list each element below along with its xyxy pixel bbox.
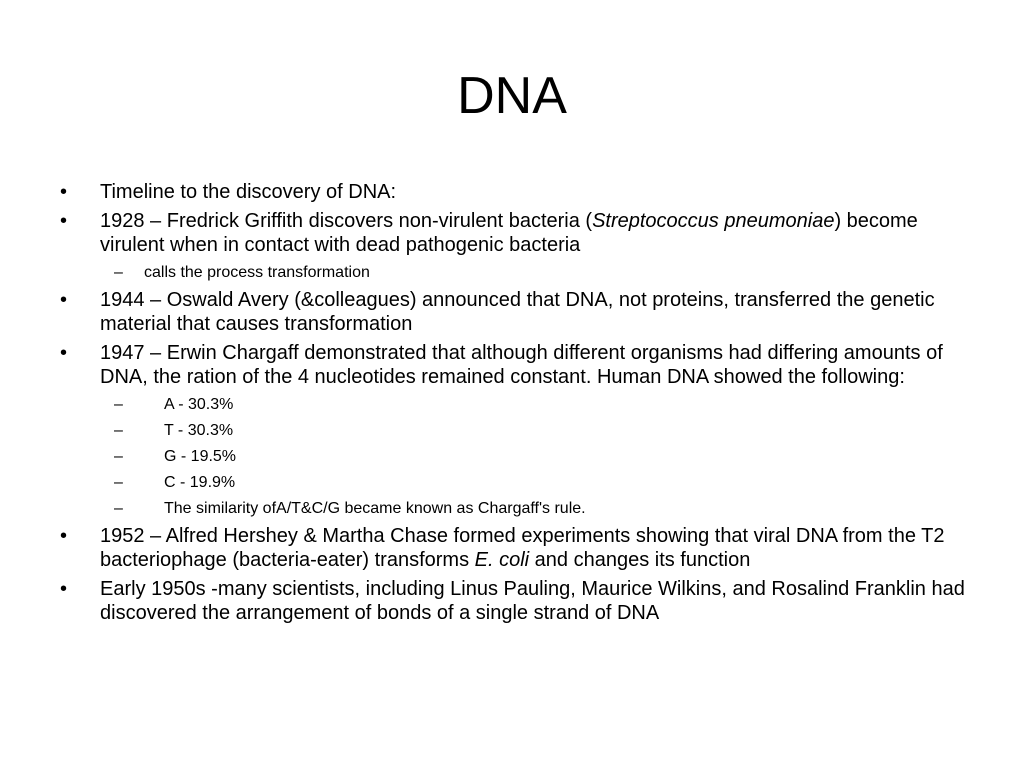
bullet-text-part: 1928 – Fredrick Griffith discovers non-virulent bacteria ( (100, 210, 593, 232)
sub-item-text: A - 30.3% (164, 396, 234, 413)
bullet-text: 1947 – Erwin Chargaff demonstrated that although different organisms had differing amounts of DNA, the ration of the 4 nucleotides remained constant. Human DNA showed the following: (100, 342, 943, 388)
sub-item-text: G - 19.5% (164, 448, 237, 465)
dash-icon: – (114, 396, 123, 413)
dash-icon: – (114, 264, 123, 281)
sub-item (60, 498, 970, 519)
bullet-icon: • (60, 210, 68, 232)
sub-item (60, 394, 970, 415)
sub-item-text: C - 19.9% (164, 474, 236, 491)
dash-icon: – (114, 448, 123, 465)
dash-icon: – (114, 474, 123, 491)
bullet-text: 1944 – Oswald Avery (&colleagues) announced that DNA, not proteins, transferred the genetic material that causes transformation (100, 289, 935, 335)
bullet-item-1944 (60, 288, 970, 336)
sub-item (60, 446, 970, 467)
dash-icon: – (114, 500, 123, 517)
slide-content (60, 180, 970, 630)
bullet-icon: • (60, 342, 68, 364)
bullet-text-part: 1952 – Alfred Hershey & Martha Chase formed experiments showing that viral DNA from the T2 bacteriophage (bacteria-eater) transforms (100, 525, 945, 571)
bullet-item-early-1950s (60, 577, 970, 625)
bullet-item-1952 (60, 524, 970, 572)
bullet-text-part: ) become virulent when in contact with dead pathogenic bacteria (100, 210, 918, 256)
sub-item (60, 420, 970, 441)
bullet-text: Timeline to the discovery of DNA: (100, 181, 397, 203)
sub-item (60, 472, 970, 493)
bullet-icon: • (60, 578, 68, 600)
sub-item-text: T - 30.3% (164, 422, 234, 439)
species-name: E. coli (474, 549, 530, 571)
bullet-text-part: and changes its function (529, 549, 751, 571)
species-name: Streptococcus pneumoniae (592, 210, 835, 232)
sub-item-text: The similarity ofA/T&C/G became known as Chargaff's rule. (164, 500, 586, 517)
bullet-item-1947 (60, 341, 970, 389)
sub-item (60, 262, 970, 283)
dash-icon: – (114, 422, 123, 439)
bullet-item-1928 (60, 209, 970, 257)
slide-title: DNA (457, 67, 567, 125)
bullet-icon: • (60, 525, 68, 547)
sub-item-text: calls the process transformation (144, 264, 370, 281)
bullet-text: Early 1950s -many scientists, including Linus Pauling, Maurice Wilkins, and Rosalind Franklin had discovered the arrangement of bonds of a single strand of DNA (100, 578, 965, 624)
bullet-icon: • (60, 181, 68, 203)
bullet-icon: • (60, 289, 68, 311)
bullet-item-timeline (60, 180, 970, 204)
